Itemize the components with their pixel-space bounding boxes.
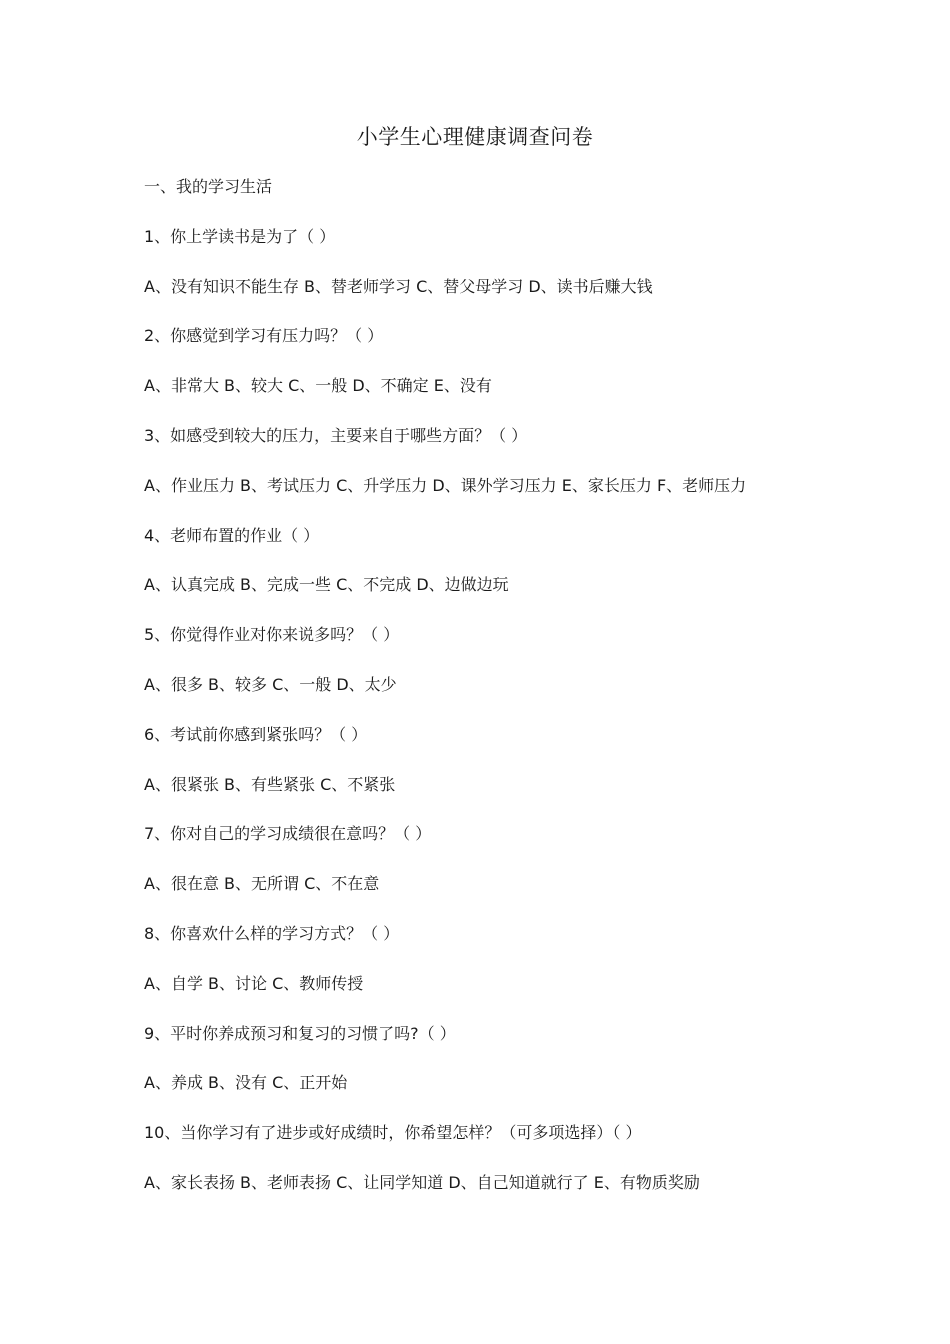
section-heading: 一、我的学习生活 bbox=[144, 177, 273, 196]
answer-options: A、很多 B、较多 C、一般 D、太少 bbox=[144, 674, 397, 694]
question-text: 6、考试前你感到紧张吗？（ ） bbox=[144, 724, 368, 744]
question-text: 3、如感受到较大的压力，主要来自于哪些方面？（ ） bbox=[144, 425, 528, 445]
answer-options: A、很在意 B、无所谓 C、不在意 bbox=[144, 874, 380, 894]
answer-options: A、家长表扬 B、老师表扬 C、让同学知道 D、自己知道就行了 E、有物质奖励 bbox=[144, 1172, 700, 1192]
answer-options: A、很紧张 B、有些紧张 C、不紧张 bbox=[144, 774, 396, 794]
answer-options: A、认真完成 B、完成一些 C、不完成 D、边做边玩 bbox=[144, 575, 509, 595]
question-text: 8、你喜欢什么样的学习方式？（ ） bbox=[144, 923, 400, 943]
question-text: 1、你上学读书是为了（ ） bbox=[144, 226, 336, 246]
question-text: 9、平时你养成预习和复习的习惯了吗?（ ） bbox=[144, 1023, 456, 1043]
answer-options: A、养成 B、没有 C、正开始 bbox=[144, 1073, 348, 1093]
answer-options: A、非常大 B、较大 C、一般 D、不确定 E、没有 bbox=[144, 376, 492, 396]
question-text: 2、你感觉到学习有压力吗？（ ） bbox=[144, 326, 384, 346]
answer-options: A、作业压力 B、考试压力 C、升学压力 D、课外学习压力 E、家长压力 F、老师压力 bbox=[144, 475, 747, 495]
answer-options: A、没有知识不能生存 B、替老师学习 C、替父母学习 D、读书后赚大钱 bbox=[144, 276, 653, 296]
question-text: 4、老师布置的作业（ ） bbox=[144, 525, 320, 545]
question-text: 7、你对自己的学习成绩很在意吗？（ ） bbox=[144, 824, 432, 844]
document-title: 小学生心理健康调查问卷 bbox=[356, 125, 594, 149]
answer-options: A、自学 B、讨论 C、教师传授 bbox=[144, 973, 364, 993]
question-text: 5、你觉得作业对你来说多吗？（ ） bbox=[144, 625, 400, 645]
question-text: 10、当你学习有了进步或好成绩时，你希望怎样？（可多项选择）（ ） bbox=[144, 1123, 642, 1143]
questionnaire-body bbox=[144, 173, 844, 1219]
